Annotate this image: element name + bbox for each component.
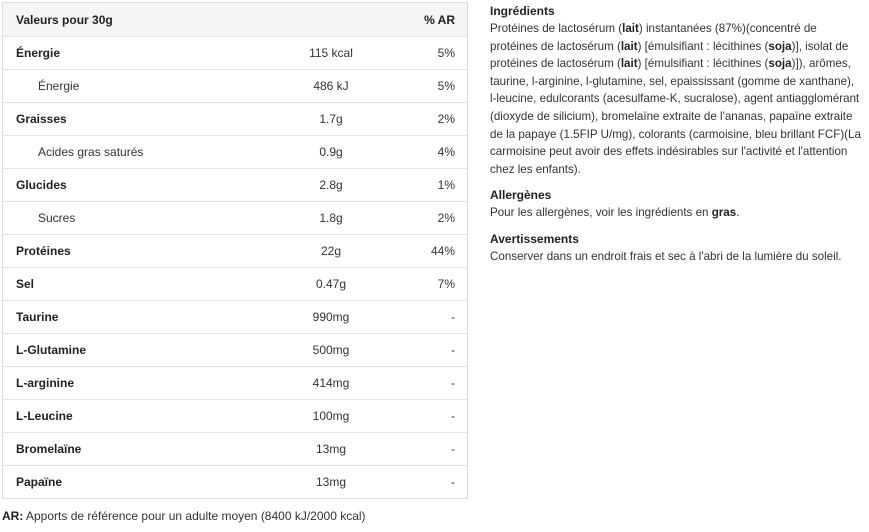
table-row <box>3 333 467 366</box>
row-value: 13mg <box>315 475 347 489</box>
allergen-highlight: lait <box>622 22 639 35</box>
row-ar: - <box>451 409 455 423</box>
row-label: L-Leucine <box>16 409 73 423</box>
footnote-text: Apports de référence pour un adulte moyen (8400 kJ/2000 kcal) <box>23 509 366 523</box>
row-label: Taurine <box>16 310 59 324</box>
row-label: Graisses <box>16 112 67 126</box>
row-label: Glucides <box>16 178 67 192</box>
row-ar: 2% <box>437 112 455 126</box>
table-row <box>3 201 467 234</box>
allergens-text-after: . <box>736 206 740 220</box>
ingredients-segment: Protéines de lactosérum ( <box>490 22 623 35</box>
table-row <box>3 135 467 168</box>
allergens-text <box>490 204 862 222</box>
header-label: Valeurs pour 30g <box>16 12 113 27</box>
row-label: Bromelaïne <box>16 442 82 456</box>
row-ar: 44% <box>430 244 455 258</box>
row-label: Énergie <box>16 46 61 60</box>
product-info <box>490 3 862 275</box>
row-ar: 2% <box>437 211 455 225</box>
allergen-highlight: soja <box>768 39 792 53</box>
row-label: Protéines <box>16 244 71 258</box>
table-row <box>3 168 467 201</box>
nutrition-table-header <box>3 3 467 36</box>
row-value: 486 kJ <box>313 79 349 93</box>
ingredients-segment: )]), arômes, taurine, l-arginine, l-glutamine, sel, epaississant (gomme de xanthane), l-leucine, edulcorants (acesulfame-K, sucralose), agent antiagglomérant (dioxyde de silicium), bromelaïne extraite de l'ananas, papaïne extraite de la papaye (1.5FIP U/mg), colorants (carmoisine, bleu brillant FCF)(La carmoisine peut avoir des effets indésirables sur l'activité et l'attention chez les enfants). <box>490 57 861 176</box>
row-value: 1.7g <box>319 112 343 126</box>
ingredients-title: Ingrédients <box>490 4 555 18</box>
ar-footnote <box>2 509 366 523</box>
row-label: Sel <box>16 277 35 291</box>
ingredients-segment: ) instantanées (87%)(concentré de protéines de lactosérum ( <box>490 22 817 53</box>
row-value: 0.47g <box>315 277 347 291</box>
row-value: 990mg <box>312 310 350 324</box>
table-row <box>3 399 467 432</box>
row-value: 0.9g <box>319 145 343 159</box>
table-row <box>3 267 467 300</box>
table-row <box>3 36 467 69</box>
row-ar: 4% <box>437 145 455 159</box>
row-value: 13mg <box>315 442 347 456</box>
table-row <box>3 366 467 399</box>
allergen-highlight: lait <box>620 57 638 71</box>
table-row <box>3 300 467 333</box>
row-value: 1.8g <box>319 211 343 225</box>
row-ar: - <box>451 475 455 489</box>
row-ar: 1% <box>437 178 455 192</box>
row-ar: 7% <box>437 277 455 291</box>
ingredients-segment: ) [émulsifiant : lécithines ( <box>637 57 769 71</box>
allergen-highlight: lait <box>620 39 638 53</box>
row-ar: 5% <box>437 79 455 93</box>
table-row <box>3 234 467 267</box>
allergen-highlight: soja <box>768 57 792 71</box>
row-value: 22g <box>320 244 342 258</box>
row-value: 500mg <box>312 343 350 357</box>
ingredients-text <box>490 20 862 178</box>
row-label: L-arginine <box>16 376 75 390</box>
table-row <box>3 102 467 135</box>
row-label: Énergie <box>38 79 80 93</box>
row-ar: - <box>451 310 455 324</box>
ingredients-segment: ) [émulsifiant : lécithines ( <box>637 39 769 53</box>
table-row <box>3 432 467 465</box>
row-value: 100mg <box>312 409 350 423</box>
row-ar: 5% <box>437 46 455 60</box>
row-label: Papaïne <box>16 475 63 489</box>
ingredients-segment: )], isolat de protéines de lactosérum ( <box>490 39 849 71</box>
table-row <box>3 465 467 498</box>
warnings-title: Avertissements <box>490 231 579 246</box>
warnings-text: Conserver dans un endroit frais et sec à l'abri de la lumière du soleil. <box>490 249 842 263</box>
row-label: Sucres <box>38 211 76 225</box>
row-value: 414mg <box>312 376 350 390</box>
row-value: 115 kcal <box>309 46 353 60</box>
allergens-text-before: Pour les allergènes, voir les ingrédients en <box>490 206 712 220</box>
row-ar: - <box>451 343 455 357</box>
row-value: 2.8g <box>319 178 343 192</box>
row-label: L-Glutamine <box>16 343 87 357</box>
header-ar: % AR <box>424 12 455 27</box>
nutrition-table <box>2 2 468 499</box>
allergens-text-bold: gras <box>711 206 737 220</box>
row-label: Acides gras saturés <box>38 145 144 159</box>
allergens-title: Allergènes <box>490 188 552 203</box>
nutrition-table-body <box>3 36 467 498</box>
footnote-abbr: AR: <box>2 509 24 523</box>
table-row <box>3 69 467 102</box>
row-ar: - <box>451 442 455 456</box>
row-ar: - <box>451 376 455 390</box>
